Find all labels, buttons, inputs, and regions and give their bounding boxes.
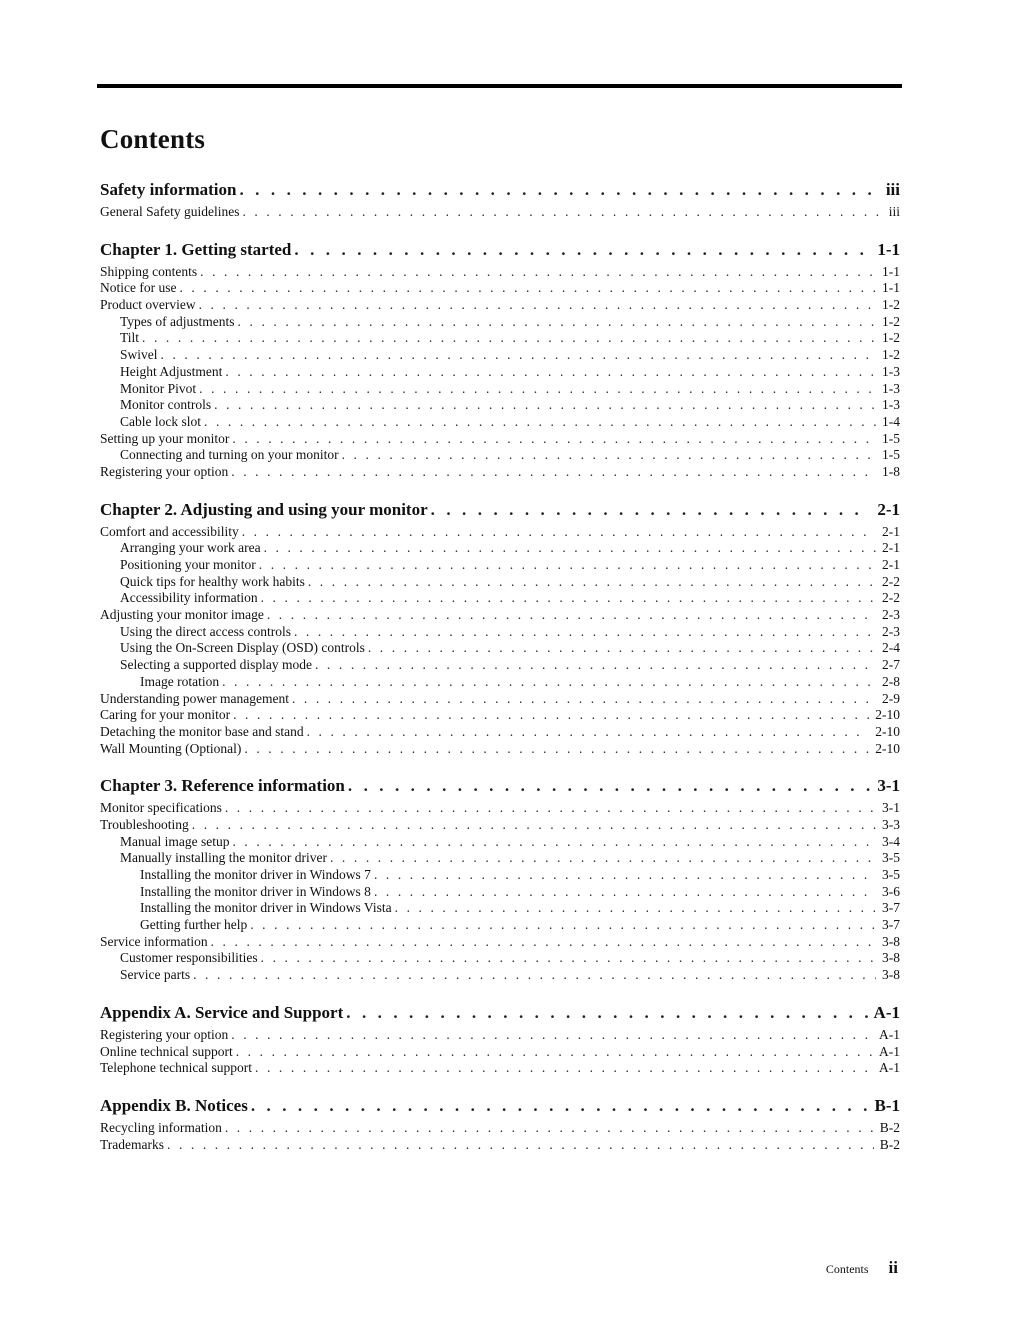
toc-entry-label: Types of adjustments xyxy=(120,313,235,329)
dot-leader xyxy=(179,280,876,297)
toc-section xyxy=(100,776,900,984)
toc-section xyxy=(100,500,900,758)
toc-entry-label: Getting further help xyxy=(140,917,248,933)
toc-heading[interactable] xyxy=(100,500,900,522)
toc-entry-page-number: 2-1 xyxy=(882,523,900,539)
toc-entry[interactable] xyxy=(100,607,900,624)
toc-entry-page-number: A-1 xyxy=(879,1043,900,1059)
toc-entry[interactable] xyxy=(100,917,900,934)
toc-heading[interactable] xyxy=(100,240,900,262)
toc-entry-page-number: A-1 xyxy=(879,1026,900,1042)
page-footer xyxy=(826,1258,898,1278)
toc-entry[interactable] xyxy=(100,850,900,867)
toc-entry-page-number: 3-8 xyxy=(882,933,900,949)
dot-leader xyxy=(261,950,876,967)
toc-entry[interactable] xyxy=(100,524,900,541)
dot-leader xyxy=(395,900,876,917)
toc-entry-label: Image rotation xyxy=(140,673,220,689)
dot-leader xyxy=(204,414,876,431)
dot-leader xyxy=(264,540,876,557)
toc-heading-label: Appendix A. Service and Support xyxy=(100,1002,344,1022)
toc-entry-label: Installing the monitor driver in Windows 7 xyxy=(140,867,371,882)
toc-entry-page-number: 3-1 xyxy=(882,800,900,816)
toc-section xyxy=(100,240,900,481)
toc-section xyxy=(100,180,900,221)
toc-entry[interactable] xyxy=(100,204,900,221)
toc-entry[interactable] xyxy=(100,447,900,464)
toc-entry-label: Tilt xyxy=(120,330,140,346)
toc-entry-label: Connecting and turning on your monitor xyxy=(120,447,339,463)
toc-entry-page-number: B-2 xyxy=(879,1119,900,1135)
toc-entry-label: Monitor controls xyxy=(120,397,212,413)
dot-leader xyxy=(294,624,876,641)
dot-leader xyxy=(244,741,869,758)
dot-leader xyxy=(368,640,876,657)
toc-heading-label: Chapter 3. Reference information xyxy=(100,776,345,796)
toc-entry-label: Service information xyxy=(100,933,208,949)
dot-leader xyxy=(232,834,876,851)
toc-entry[interactable] xyxy=(100,330,900,347)
toc-entry-label: Wall Mounting (Optional) xyxy=(100,740,242,756)
toc-entry-label: Shipping contents xyxy=(100,263,198,279)
toc-entry-page-number: 2-10 xyxy=(875,740,900,756)
dot-leader xyxy=(259,557,876,574)
toc-entry-page-number: 1-8 xyxy=(882,463,900,479)
toc-entry-label: Installing the monitor driver in Windows Vista xyxy=(140,900,392,916)
toc-entry-page-number: B-2 xyxy=(879,1136,900,1152)
toc-heading-page-number: 3-1 xyxy=(877,776,900,796)
toc-entry-label: Installing the monitor driver in Windows 8 xyxy=(140,883,371,899)
toc-entry-page-number: 3-4 xyxy=(882,833,900,849)
dot-leader xyxy=(374,867,876,884)
footer-label: Contents xyxy=(825,1262,869,1276)
dot-leader xyxy=(261,590,876,607)
dot-leader xyxy=(238,314,876,331)
dot-leader xyxy=(251,1096,869,1116)
toc-heading[interactable] xyxy=(100,180,900,202)
toc-entry-page-number: 1-2 xyxy=(882,330,900,346)
toc-entry-label: Swivel xyxy=(120,347,158,363)
dot-leader xyxy=(342,447,876,464)
toc-entry-label: Notice for use xyxy=(100,280,177,296)
toc-heading-page-number: A-1 xyxy=(873,1002,900,1022)
toc-entry[interactable] xyxy=(100,624,900,641)
dot-leader xyxy=(199,381,876,398)
dot-leader xyxy=(199,297,876,314)
toc-entry-label: Customer responsibilities xyxy=(120,950,258,966)
toc-heading-label: Safety information xyxy=(100,180,237,199)
toc-entry[interactable] xyxy=(100,691,900,708)
dot-leader xyxy=(232,431,876,448)
dot-leader xyxy=(161,347,876,364)
top-rule xyxy=(97,84,902,88)
toc-entry-label: Recycling information xyxy=(100,1119,222,1135)
dot-leader xyxy=(267,607,876,624)
toc-entry-label: Caring for your monitor xyxy=(100,707,231,723)
toc-entry-label: Adjusting your monitor image xyxy=(100,607,264,623)
toc-entry-label: Using the direct access controls xyxy=(120,623,291,639)
dot-leader xyxy=(142,330,876,347)
toc-entry[interactable] xyxy=(100,640,900,657)
toc-entry[interactable] xyxy=(100,381,900,398)
toc-entry-page-number: A-1 xyxy=(879,1060,900,1076)
dot-leader xyxy=(225,364,876,381)
page-title: Contents xyxy=(100,124,206,154)
toc-entry[interactable] xyxy=(100,800,900,817)
toc-entry-label: Monitor specifications xyxy=(100,800,222,816)
toc-entry[interactable] xyxy=(100,1137,900,1154)
toc-entry[interactable] xyxy=(100,1027,900,1044)
toc-entry-page-number: 3-8 xyxy=(882,967,900,983)
toc-entry-page-number: 1-4 xyxy=(882,413,900,429)
dot-leader xyxy=(211,934,876,951)
dot-leader xyxy=(307,724,870,741)
dot-leader xyxy=(255,1060,873,1077)
toc-entry-label: Monitor Pivot xyxy=(120,380,197,396)
toc-entry[interactable] xyxy=(100,297,900,314)
toc-entry[interactable] xyxy=(100,967,900,984)
dot-leader xyxy=(308,574,876,591)
dot-leader xyxy=(200,264,876,281)
dot-leader xyxy=(214,397,876,414)
dot-leader xyxy=(167,1137,874,1154)
toc-entry[interactable] xyxy=(100,590,900,607)
toc-section xyxy=(100,1003,900,1077)
toc-heading-page-number: iii xyxy=(885,180,900,199)
dot-leader xyxy=(294,240,871,260)
toc-entry-label: Comfort and accessibility xyxy=(100,523,239,539)
toc-entry[interactable] xyxy=(100,464,900,481)
dot-leader xyxy=(292,691,876,708)
toc-entry-page-number: 2-10 xyxy=(875,707,900,723)
footer-page-number: ii xyxy=(888,1258,898,1277)
dot-leader xyxy=(192,817,876,834)
toc-entry-page-number: 2-7 xyxy=(882,657,900,673)
toc-entry[interactable] xyxy=(100,934,900,951)
toc-entry[interactable] xyxy=(100,900,900,917)
toc-entry-label: Height Adjustment xyxy=(120,363,223,379)
toc-entry-page-number: 1-2 xyxy=(882,297,900,313)
toc-entry[interactable] xyxy=(100,557,900,574)
toc-entry-label: Telephone technical support xyxy=(100,1060,253,1076)
toc-entry[interactable] xyxy=(100,1120,900,1137)
toc-heading-page-number: 2-1 xyxy=(877,499,900,519)
toc-entry[interactable] xyxy=(100,574,900,591)
dot-leader xyxy=(242,524,876,541)
dot-leader xyxy=(222,674,876,691)
toc-entry[interactable] xyxy=(100,397,900,414)
toc-entry-page-number: 2-2 xyxy=(882,590,900,606)
dot-leader xyxy=(231,464,876,481)
toc-entry[interactable] xyxy=(100,431,900,448)
toc-entry[interactable] xyxy=(100,674,900,691)
toc-entry-page-number: 1-5 xyxy=(882,430,900,446)
toc-entry-page-number: iii xyxy=(888,204,900,219)
toc-entry-page-number: 1-3 xyxy=(882,380,900,396)
toc-entry-page-number: 2-1 xyxy=(882,557,900,572)
toc-heading-label: Appendix B. Notices xyxy=(100,1095,248,1115)
toc-entry-page-number: 2-3 xyxy=(882,607,900,623)
dot-leader xyxy=(193,967,876,984)
toc-entry[interactable] xyxy=(100,347,900,364)
toc-entry-page-number: 1-1 xyxy=(882,263,900,279)
dot-leader xyxy=(315,657,876,674)
toc-heading-page-number: 1-1 xyxy=(877,239,900,259)
dot-leader xyxy=(242,204,882,221)
dot-leader xyxy=(236,1044,873,1061)
toc-entry[interactable] xyxy=(100,867,900,884)
toc-entry-page-number: 3-5 xyxy=(882,850,900,866)
toc-entry[interactable] xyxy=(100,540,900,557)
dot-leader xyxy=(231,1027,873,1044)
toc-entry[interactable] xyxy=(100,741,900,758)
toc-entry[interactable] xyxy=(100,280,900,297)
toc-entry-page-number: 3-7 xyxy=(882,900,900,916)
toc-entry-page-number: 2-2 xyxy=(882,573,900,589)
toc-entry-label: Service parts xyxy=(120,967,191,983)
toc-entry-page-number: 3-6 xyxy=(882,883,900,899)
toc-entry-label: Detaching the monitor base and stand xyxy=(100,723,304,739)
toc-entry-label: Quick tips for healthy work habits xyxy=(120,573,305,589)
toc-heading-label: Chapter 2. Adjusting and using your monitor xyxy=(100,499,428,519)
toc-entry-label: General Safety guidelines xyxy=(100,204,240,219)
toc-entry-label: Manual image setup xyxy=(120,833,230,849)
toc-entry[interactable] xyxy=(100,834,900,851)
toc-entry[interactable] xyxy=(100,264,900,281)
toc-entry-label: Trademarks xyxy=(100,1136,164,1152)
dot-leader xyxy=(225,1120,874,1137)
dot-leader xyxy=(233,707,869,724)
toc-entry[interactable] xyxy=(100,884,900,901)
toc-entry-page-number: 3-7 xyxy=(882,917,900,933)
table-of-contents xyxy=(100,180,900,1172)
toc-entry[interactable] xyxy=(100,364,900,381)
toc-entry-label: Online technical support xyxy=(100,1043,233,1059)
toc-entry-page-number: 3-5 xyxy=(882,867,900,882)
toc-heading-page-number: B-1 xyxy=(874,1095,900,1115)
toc-entry-label: Registering your option xyxy=(100,1026,229,1042)
toc-entry-label: Accessibility information xyxy=(120,590,258,606)
toc-entry-page-number: 3-3 xyxy=(882,816,900,832)
toc-entry-page-number: 2-3 xyxy=(882,623,900,639)
dot-leader xyxy=(348,776,871,796)
dot-leader xyxy=(431,500,872,520)
toc-entry-label: Registering your option xyxy=(100,463,229,479)
dot-leader xyxy=(346,1003,867,1023)
toc-heading-label: Chapter 1. Getting started xyxy=(100,239,292,259)
toc-entry-page-number: 1-2 xyxy=(882,313,900,329)
toc-entry-page-number: 2-8 xyxy=(882,673,900,689)
toc-entry-page-number: 2-10 xyxy=(875,723,900,739)
toc-entry-label: Cable lock slot xyxy=(120,413,201,429)
toc-entry[interactable] xyxy=(100,657,900,674)
dot-leader xyxy=(250,917,876,934)
toc-entry-page-number: 3-8 xyxy=(882,950,900,966)
toc-entry-label: Arranging your work area xyxy=(120,540,261,556)
toc-entry[interactable] xyxy=(100,707,900,724)
toc-entry[interactable] xyxy=(100,1060,900,1077)
toc-entry-page-number: 1-1 xyxy=(882,280,900,296)
toc-entry-label: Understanding power management xyxy=(100,690,289,706)
toc-entry[interactable] xyxy=(100,817,900,834)
toc-entry-page-number: 1-5 xyxy=(882,447,900,463)
toc-heading[interactable] xyxy=(100,1003,900,1025)
toc-entry[interactable] xyxy=(100,1044,900,1061)
toc-entry-page-number: 2-9 xyxy=(882,690,900,706)
toc-entry-page-number: 2-1 xyxy=(882,540,900,556)
dot-leader xyxy=(330,850,876,867)
toc-heading[interactable] xyxy=(100,776,900,798)
dot-leader xyxy=(374,884,876,901)
toc-entry-label: Using the On-Screen Display (OSD) controls xyxy=(120,640,365,656)
toc-entry[interactable] xyxy=(100,314,900,331)
dot-leader xyxy=(239,180,879,200)
toc-entry-label: Selecting a supported display mode xyxy=(120,657,312,673)
toc-entry-page-number: 1-3 xyxy=(882,363,900,379)
toc-entry[interactable] xyxy=(100,724,900,741)
toc-entry-page-number: 1-3 xyxy=(882,397,900,413)
toc-entry-label: Positioning your monitor xyxy=(120,557,256,572)
toc-entry-page-number: 2-4 xyxy=(882,640,900,656)
toc-entry-page-number: 1-2 xyxy=(882,347,900,363)
toc-entry-label: Troubleshooting xyxy=(100,816,189,832)
dot-leader xyxy=(225,800,876,817)
toc-section xyxy=(100,1096,900,1153)
toc-entry[interactable] xyxy=(100,414,900,431)
toc-entry-label: Product overview xyxy=(100,297,196,313)
toc-entry[interactable] xyxy=(100,950,900,967)
toc-heading[interactable] xyxy=(100,1096,900,1118)
toc-entry-label: Manually installing the monitor driver xyxy=(120,850,327,866)
toc-entry-label: Setting up your monitor xyxy=(100,430,230,446)
